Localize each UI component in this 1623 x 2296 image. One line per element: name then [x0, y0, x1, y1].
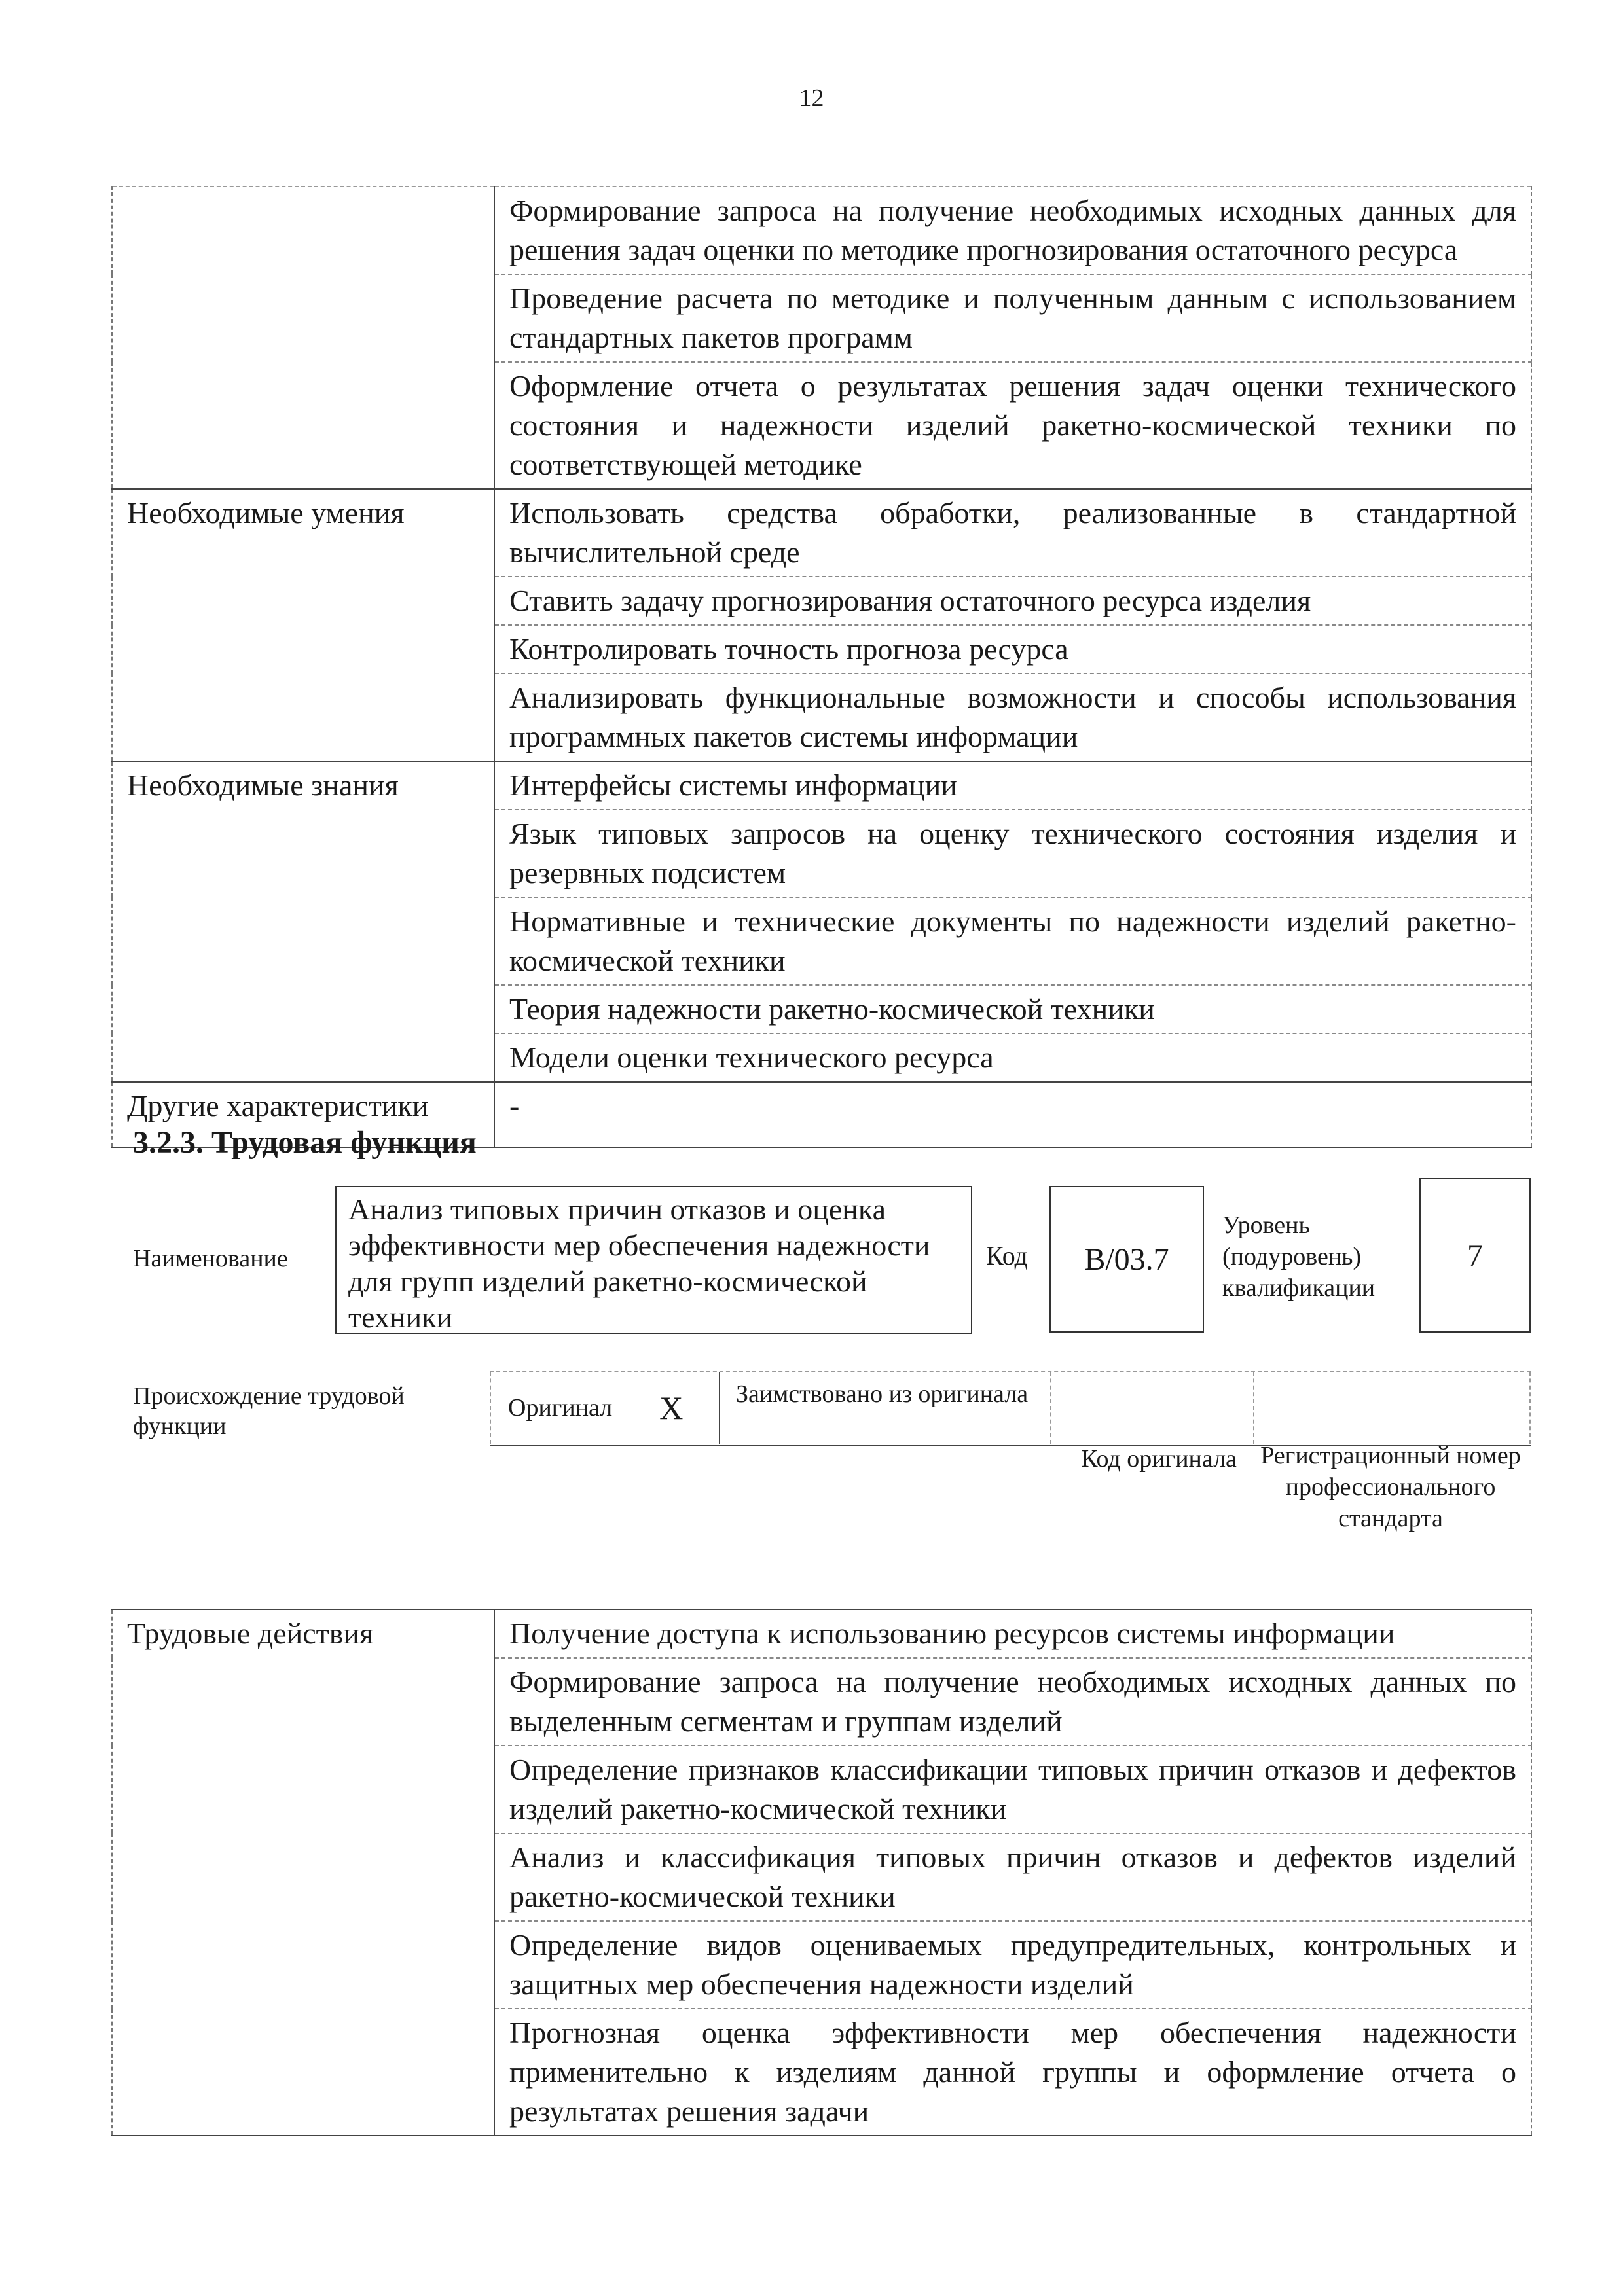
original-label: Оригинал [508, 1394, 613, 1422]
code-box [1049, 1186, 1204, 1333]
borrowed-cell: Заимствовано из оригинала [719, 1372, 1050, 1444]
list-item: Интерфейсы системы информации [494, 761, 1531, 810]
original-mark: X [659, 1390, 684, 1426]
list-item: Контролировать точность прогноза ресурса [494, 625, 1531, 673]
list-item: Ставить задачу прогнозирования остаточного ресурса изделия [494, 577, 1531, 625]
table-row [112, 761, 1531, 810]
list-item: Проведение расчета по методике и полученным данным с использованием стандартных пакетов программ [494, 274, 1531, 362]
function-name-box: Анализ типовых причин отказов и оценка эффективности мер обеспечения надежности для групп изделий ракетно-космической техники [335, 1186, 972, 1334]
level-box [1419, 1178, 1531, 1333]
origin-label: Происхождение трудовой функции [133, 1382, 405, 1440]
level-label: Уровень (подуровень) квалификации [1222, 1211, 1376, 1302]
list-item: Модели оценки технического ресурса [494, 1033, 1531, 1082]
origin-table [490, 1371, 1531, 1446]
code-value: B/03.7 [1084, 1242, 1169, 1277]
name-label: Наименование [133, 1245, 288, 1272]
table-row [112, 1609, 1531, 1658]
row-label-actions: Трудовые действия [112, 1609, 494, 2136]
list-item: Нормативные и технические документы по надежности изделий ракетно-космической техники [494, 897, 1531, 985]
labor-actions-table [111, 1609, 1532, 2136]
row-label-knowledge: Необходимые знания [112, 761, 494, 1082]
list-item: Определение видов оцениваемых предупредительных, контрольных и защитных мер обеспечения надежности изделий [494, 1921, 1531, 2009]
list-item: Анализ и классификация типовых причин отказов и дефектов изделий ракетно-космической техники [494, 1833, 1531, 1921]
list-item: Язык типовых запросов на оценку технического состояния изделия и резервных подсистем [494, 810, 1531, 897]
section-title: 3.2.3. Трудовая функция [133, 1125, 477, 1160]
list-item: - [494, 1082, 1531, 1147]
list-item: Формирование запроса на получение необходимых исходных данных для решения задач оценки по методике прогнозирования остаточного ресурса [494, 187, 1531, 274]
list-item: Получение доступа к использованию ресурсов системы информации [494, 1609, 1531, 1658]
list-item: Определение признаков классификации типовых причин отказов и дефектов изделий ракетно-космической техники [494, 1746, 1531, 1833]
page-number: 12 [799, 84, 824, 112]
list-item: Формирование запроса на получение необходимых исходных данных по выделенным сегментам и группам изделий [494, 1658, 1531, 1746]
reg-number-cell [1253, 1372, 1531, 1444]
requirements-table [111, 186, 1532, 1148]
code-original-caption: Код оригинала [1081, 1445, 1237, 1473]
original-cell [490, 1372, 719, 1444]
list-item: Прогнозная оценка эффективности мер обеспечения надежности применительно к изделиям данной группы и оформление отчета о результатах решения задачи [494, 2009, 1531, 2136]
code-original-cell [1050, 1372, 1253, 1444]
row-label-continuation [112, 187, 494, 489]
list-item: Анализировать функциональные возможности и способы использования программных пакетов системы информации [494, 673, 1531, 761]
table-row [112, 489, 1531, 577]
code-label: Код [986, 1241, 1028, 1270]
row-label-other: Другие характеристики [112, 1082, 494, 1147]
level-value: 7 [1467, 1238, 1483, 1273]
reg-number-caption: Регистрационный номер профессионального стандарта [1260, 1442, 1521, 1532]
list-item: Использовать средства обработки, реализованные в стандартной вычислительной среде [494, 489, 1531, 577]
table-row [112, 187, 1531, 274]
list-item: Оформление отчета о результатах решения задач оценки технического состояния и надежности изделий ракетно-космической техники по соответствующей методике [494, 362, 1531, 489]
row-label-skills: Необходимые умения [112, 489, 494, 761]
list-item: Теория надежности ракетно-космической техники [494, 985, 1531, 1033]
